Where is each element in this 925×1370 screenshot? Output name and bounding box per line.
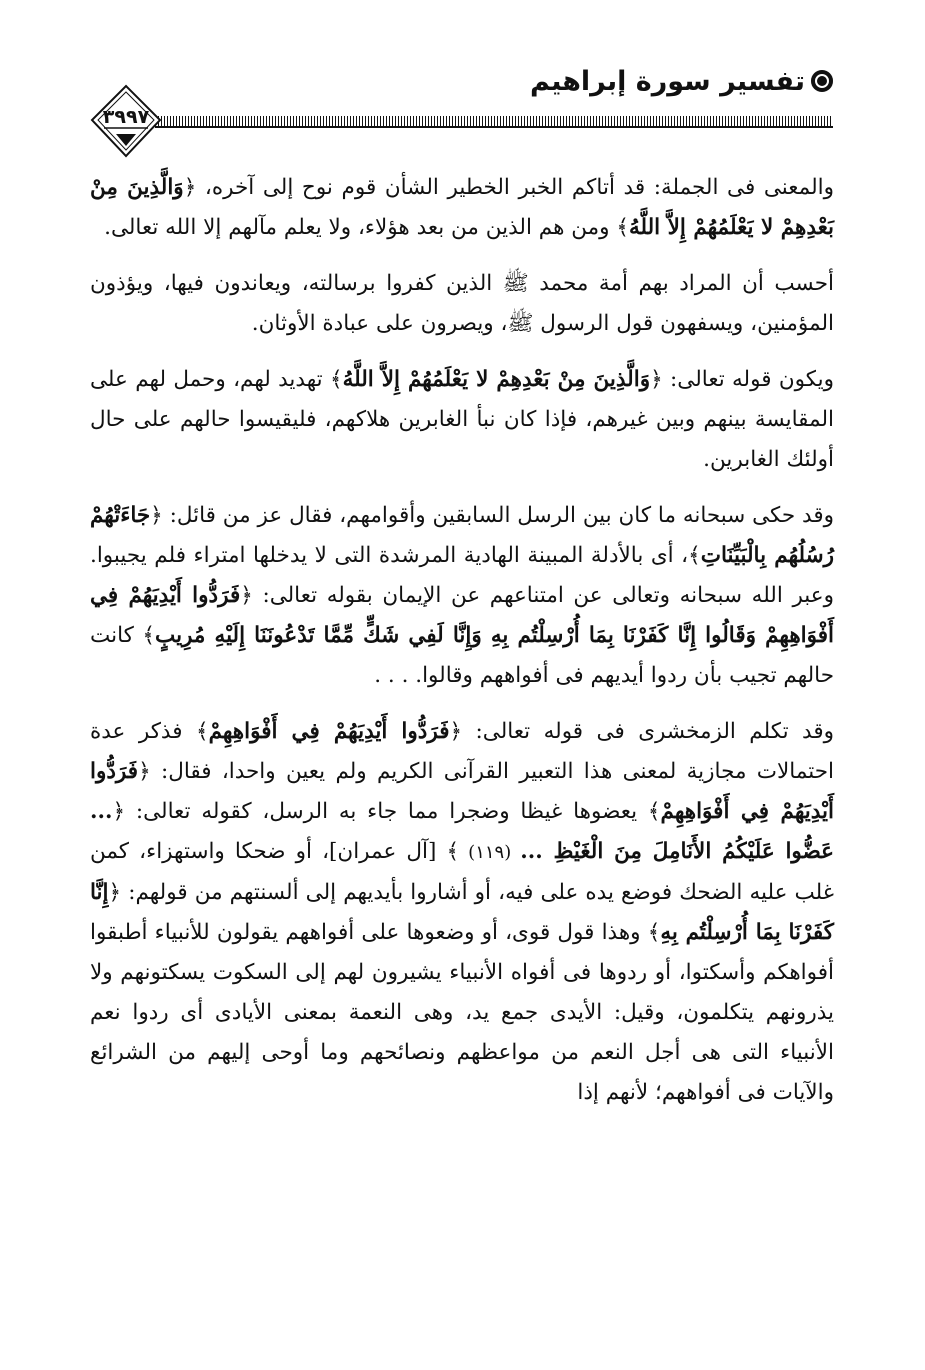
ornate-bracket: ﴿ [108,880,122,905]
ornate-bracket: ﴿ [138,759,151,784]
text-run: أحسب أن المراد بهم أمة محمد ﷺ الذين كفروا برسالته، ويعاندون فيها، ويؤذون المؤمنين، ويسفهون قول الرسول ﷺ، ويصرون على عبادة الأوثان. [90,271,834,336]
paragraph [90,168,834,248]
quran-verse: فَرَدُّوا أَيْدِيَهُمْ فِي أَفْوَاهِهِمْ [90,759,834,824]
quran-verse: جَاءَتْهُمْ رُسُلُهُم بِالْبَيِّنَاتِ [90,503,834,568]
ornate-bracket: ﴾ [647,799,661,824]
text-run: وقد حكى سبحانه ما كان بين الرسل السابقين وأقوامهم، فقال عز من قائل: [162,503,834,528]
ornate-bracket: ﴾ [329,367,343,392]
paragraph [90,712,834,1113]
ornate-bracket: ﴾ [195,719,209,744]
ornate-bracket: ﴿ [240,583,253,608]
ornate-bracket: ﴿ [650,367,663,392]
paragraph [90,360,834,480]
quran-verse: إِنَّا كَفَرْنَا بِمَا أُرْسِلْتُم بِهِ [90,880,834,945]
ornate-bracket: ﴾ [688,543,701,568]
ornate-bracket: ﴿ [183,175,197,200]
ornate-bracket: ﴾ [446,839,460,864]
quran-verse: وَالَّذِينَ مِنْ بَعْدِهِمْ لا يَعْلَمُهُمْ إِلاَّ اللَّهُ [90,175,834,240]
page-number: ٣٩٩٧ [102,106,150,128]
header-rule-line [155,126,833,128]
ornate-bracket: ﴿ [449,719,463,744]
header-rule [155,116,833,126]
text-run: ومن هم الذين من بعد هؤلاء، ولا يعلم مآلهم إلا الله تعالى. [104,215,617,240]
text-run: تهديد لهم، وحمل لهم على المقايسة بينهم وبين غيرهم، فإذا كان نبأ الغابرين هلاكهم، فليقيسوا حالهم على حال أولئك الغابرين. [90,367,834,472]
text-run: كانت حالهم تجيب بأن ردوا أيديهم فى أفواههم وقالوا. . . . [90,623,834,688]
ornate-bracket: ﴾ [142,623,155,648]
text-run: [آل عمران]، أو ضحكا واستهزاء، كمن غلب عليه الضحك فوضع يده على فيه، أو أشاروا بأيديهم إلى ألسنتهم من قولهم: [90,839,834,905]
text-run: ، أى بالأدلة المبينة الهادية المرشدة التى لا يدخلها امتراء فلم يجيبوا. وعبر الله سبحانه وتعالى عن امتناعهم عن الإيمان بقوله تعالى: [90,543,835,608]
text-run: يعضوها غيظا وضجرا مما جاء به الرسل، كقوله تعالى: [125,799,648,824]
header-ornament-icon [811,70,833,92]
quran-verse: وَالَّذِينَ مِنْ بَعْدِهِمْ لا يَعْلَمُهُمْ إِلاَّ اللَّهُ [342,367,651,392]
quran-verse: ... عَضُّوا عَلَيْكُمُ الأَنَامِلَ مِنَ الْغَيْظِ ... [90,799,835,864]
text-run: وهذا قول قوى، أو وضعوها على أفواههم يقولون للأنبياء أطبقوا أفواهكم وأسكتوا، أو ردوها فى أفواه الأنبياء يشيرون لهم إلى السكوت يسكتونهم ولا يذرونهم يتكلمون، وقيل: الأيدى جمع يد، وهى النعمة بمعنى الأيادى أى ردوا نعم الأنبياء التى هى أجل النعم من مواعظهم ونصائحهم وما أوحى إليهم من الشرائع والآيات فى أفواههم؛ لأنهم إذا [90,920,834,1105]
quran-verse: فَرَدُّوا أَيْدِيَهُمْ فِي أَفْوَاهِهِمْ وَقَالُوا إِنَّا كَفَرْنَا بِمَا أُرْسِلْتُم بِهِ وَإِنَّا لَفِي شَكٍّ مِّمَّا تَدْعُونَنَا إِلَيْهِ مُرِيبٍ [90,583,834,648]
page-number-badge [90,84,162,158]
paragraph [90,264,834,344]
ornate-bracket: ﴿ [112,799,126,824]
verse-number: (١١٩) [459,842,521,863]
text-run: ويكون قوله تعالى: [662,367,834,392]
text-run: فذكر عدة احتمالات مجازية لمعنى هذا التعبير القرآنى الكريم ولم يعين واحدا، فقال: [90,719,834,784]
body-text [90,168,834,1113]
running-header-title: تفسير سورة إبراهيم [530,66,805,97]
ornate-bracket: ﴾ [647,920,661,945]
text-run: وقد تكلم الزمخشرى فى قوله تعالى: [462,719,834,744]
quran-verse: فَرَدُّوا أَيْدِيَهُمْ فِي أَفْوَاهِهِمْ [208,719,450,744]
ornate-bracket: ﴾ [616,215,629,240]
ornate-bracket: ﴿ [150,503,163,528]
paragraph [90,496,834,696]
text-run: والمعنى فى الجملة: قد أتاكم الخبر الخطير الشأن قوم نوح إلى آخره، [196,175,834,200]
